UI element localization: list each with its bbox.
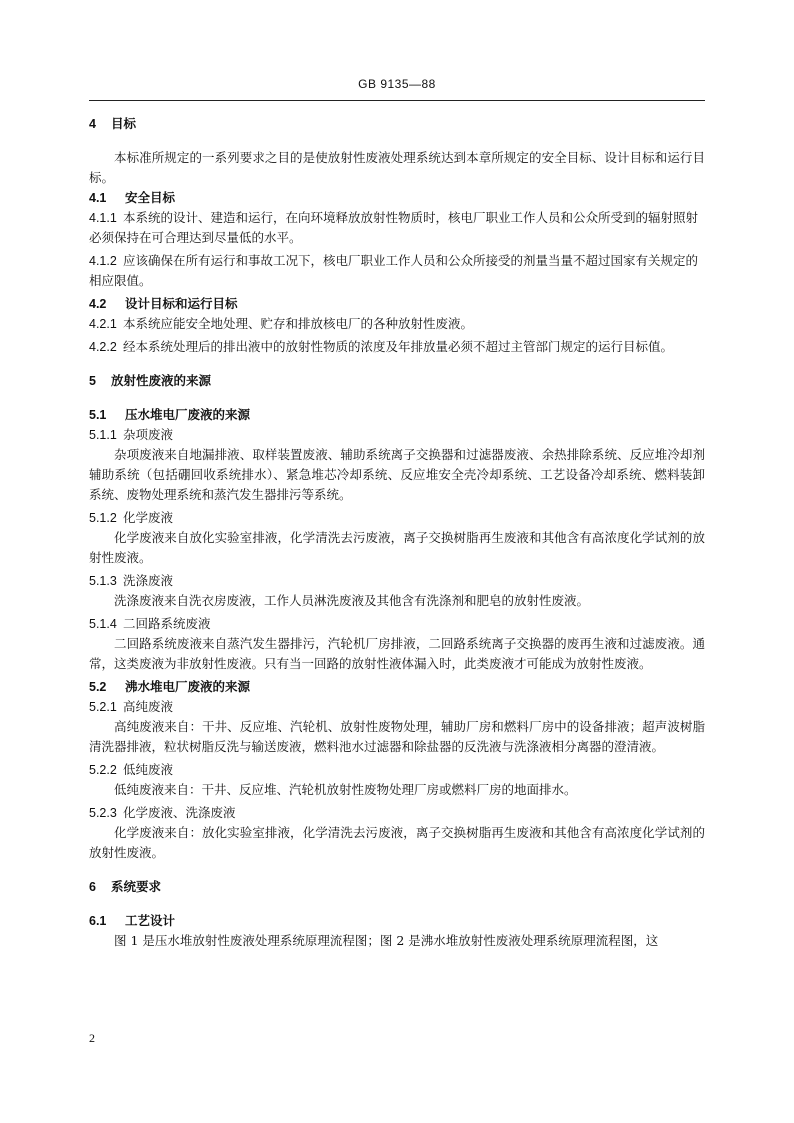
clause-heading-5-1-3: 5.1.3 洗涤废液	[89, 573, 174, 588]
subsection-heading-5-2: 5.2 沸水堆电厂废液的来源	[89, 679, 251, 694]
section-heading-4	[89, 114, 705, 134]
page-header	[89, 77, 705, 91]
page-number: 2	[89, 1031, 95, 1045]
section-title: 目标	[111, 116, 137, 131]
clause-4-1-1: 4.1.1 本系统的设计、建造和运行，在向环境释放放射性物质时，核电厂职业工作人员和公众所受到的辐射照射必须保持在可合理达到尽量低的水平。	[89, 210, 699, 245]
paragraph: 图 1 是压水堆放射性废液处理系统原理流程图；图 2 是沸水堆放射性废液处理系统原理流程图，这	[114, 933, 659, 948]
paragraph: 低纯废液来自：干井、反应堆、汽轮机放射性废物处理厂房或燃料厂房的地面排水。	[114, 782, 577, 797]
section-number: 4	[89, 117, 96, 131]
paragraph: 化学废液来自：放化实验室排液，化学清洗去污废液，离子交换树脂再生废液和其他含有高浓度化学试剂的放射性废液。	[89, 825, 705, 860]
clause-heading-5-1-1: 5.1.1 杂项废液	[89, 427, 174, 442]
subsection-heading-4-2: 4.2 设计目标和运行目标	[89, 296, 238, 311]
clause-heading-5-2-1: 5.2.1 高纯废液	[89, 699, 174, 714]
header-divider	[89, 100, 705, 101]
section-heading-6: 6 系统要求	[89, 879, 162, 894]
section-heading-5: 5 放射性废液的来源	[89, 373, 212, 388]
clause-4-2-2: 4.2.2 经本系统处理后的排出液中的放射性物质的浓度及年排放量必须不超过主管部门规定的运行目标值。	[89, 339, 674, 354]
paragraph: 洗涤废液来自洗衣房废液，工作人员淋洗废液及其他含有洗涤剂和肥皂的放射性废液。	[114, 593, 590, 608]
standard-code: GB 9135—88	[358, 77, 436, 91]
clause-heading-5-1-4: 5.1.4 二回路系统废液	[89, 616, 211, 631]
subsection-heading-4-1: 4.1 安全目标	[89, 190, 176, 205]
clause-heading-5-1-2: 5.1.2 化学废液	[89, 510, 174, 525]
document-body	[89, 114, 705, 951]
subsection-heading-6-1: 6.1 工艺设计	[89, 913, 176, 928]
paragraph: 高纯废液来自：干井、反应堆、汽轮机、放射性废物处理，辅助厂房和燃料厂房中的设备排液；超声波树脂清洗器排液，粒状树脂反洗与输送废液，燃料池水过滤器和除盐器的反洗液与洗涤液相分离器的澄清液。	[89, 719, 705, 754]
paragraph: 杂项废液来自地漏排液、取样装置废液、辅助系统离子交换器和过滤器废液、余热排除系统、反应堆冷却剂辅助系统（包括硼回收系统排水）、紧急堆芯冷却系统、反应堆安全壳冷却系统、工艺设备冷却系统、燃料装卸系统、废物处理系统和蒸汽发生器排污等系统。	[89, 447, 705, 502]
clause-4-2-1: 4.2.1 本系统应能安全地处理、贮存和排放核电厂的各种放射性废液。	[89, 316, 474, 331]
paragraph: 二回路系统废液来自蒸汽发生器排污，汽轮机厂房排液，二回路系统离子交换器的废再生液和过滤废液。通常，这类废液为非放射性废液。只有当一回路的放射性液体漏入时，此类废液才可能成为放射性废液。	[89, 636, 705, 671]
paragraph: 本标准所规定的一系列要求之目的是使放射性废液处理系统达到本章所规定的安全目标、设计目标和运行目标。	[89, 150, 705, 185]
clause-heading-5-2-2: 5.2.2 低纯废液	[89, 762, 174, 777]
clause-4-1-2: 4.1.2 应该确保在所有运行和事故工况下，核电厂职业工作人员和公众所接受的剂量当量不超过国家有关规定的相应限值。	[89, 253, 699, 288]
paragraph: 化学废液来自放化实验室排液，化学清洗去污废液，离子交换树脂再生废液和其他含有高浓度化学试剂的放射性废液。	[89, 530, 705, 565]
subsection-heading-5-1: 5.1 压水堆电厂废液的来源	[89, 407, 251, 422]
clause-heading-5-2-3: 5.2.3 化学废液、洗涤废液	[89, 805, 236, 820]
